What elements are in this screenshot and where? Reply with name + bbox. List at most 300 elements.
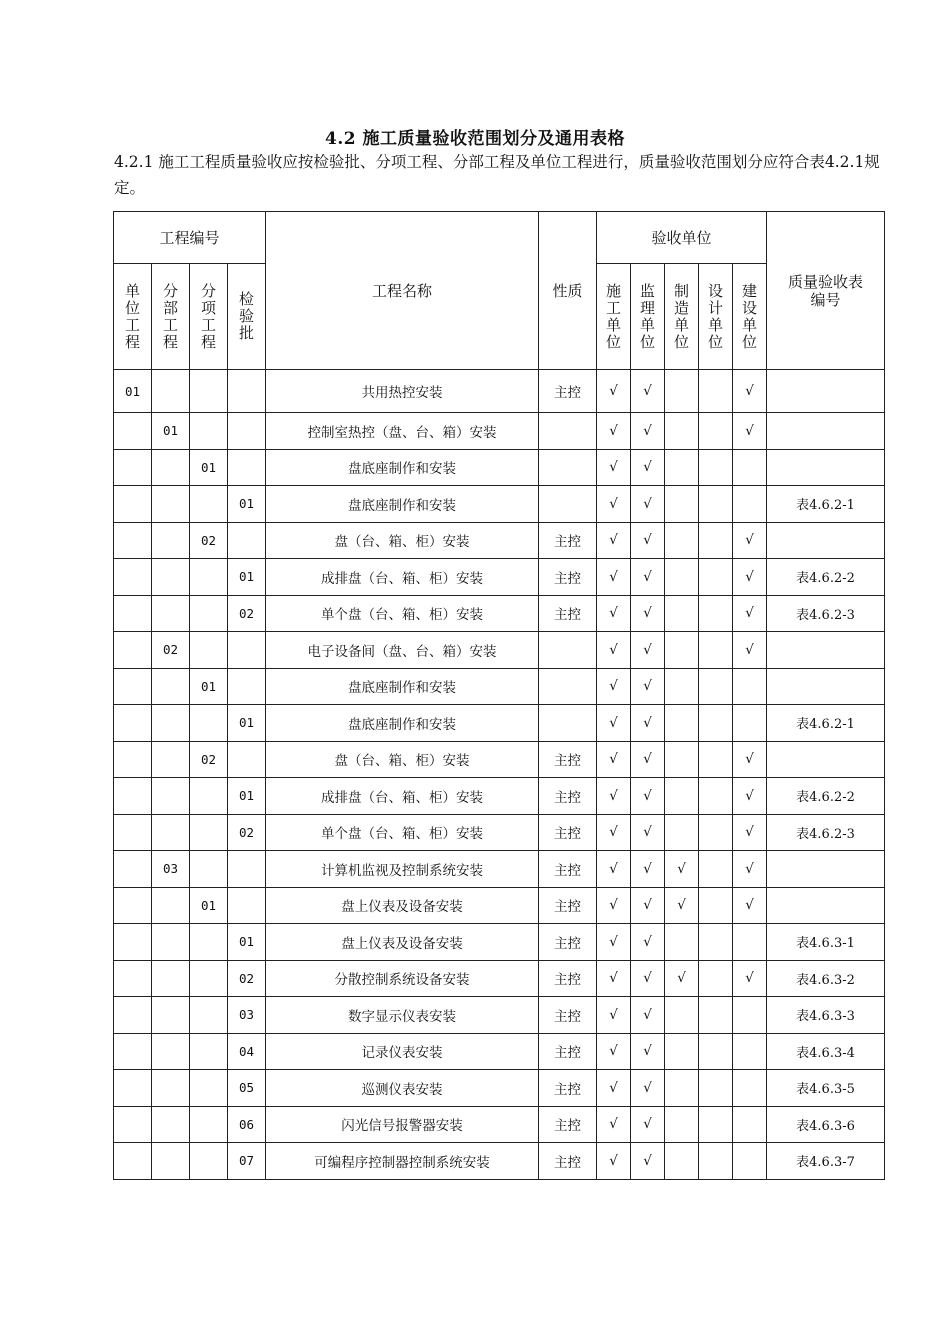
table-row: [114, 522, 885, 559]
project-name-cell: 盘上仪表及设备安装: [266, 887, 539, 924]
manufacture-check-cell: [665, 413, 699, 450]
unit-code-cell: [114, 559, 152, 596]
subitem-code-cell: [190, 960, 228, 997]
batch-code-cell: [228, 887, 266, 924]
nature-cell: [539, 668, 597, 705]
form-number-cell: 表4.6.3-7: [767, 1143, 885, 1180]
owner-check-cell: [733, 924, 767, 961]
unit-code-cell: [114, 778, 152, 815]
table-row: [114, 595, 885, 632]
manufacture-check-cell: [665, 370, 699, 413]
division-code-cell: 02: [152, 632, 190, 669]
design-check-cell: [699, 413, 733, 450]
table-row: [114, 668, 885, 705]
design-check-cell: [699, 778, 733, 815]
construction-check-cell: √: [597, 522, 631, 559]
owner-check-cell: √: [733, 370, 767, 413]
header-name: 工程名称: [266, 212, 539, 370]
unit-code-cell: [114, 413, 152, 450]
nature-cell: 主控: [539, 814, 597, 851]
subitem-code-cell: [190, 1033, 228, 1070]
batch-code-cell: 07: [228, 1143, 266, 1180]
unit-code-cell: [114, 1143, 152, 1180]
supervision-check-cell: √: [631, 413, 665, 450]
design-check-cell: [699, 1143, 733, 1180]
batch-code-cell: [228, 632, 266, 669]
form-number-cell: [767, 370, 885, 413]
form-number-cell: [767, 449, 885, 486]
design-check-cell: [699, 960, 733, 997]
supervision-check-cell: √: [631, 595, 665, 632]
nature-cell: 主控: [539, 997, 597, 1034]
subitem-code-cell: [190, 997, 228, 1034]
division-code-cell: [152, 1143, 190, 1180]
unit-code-cell: [114, 1070, 152, 1107]
design-check-cell: [699, 997, 733, 1034]
header-code-group: 工程编号: [114, 212, 266, 264]
header-batch: 检验批: [228, 264, 266, 370]
supervision-check-cell: √: [631, 668, 665, 705]
unit-code-cell: [114, 632, 152, 669]
design-check-cell: [699, 559, 733, 596]
design-check-cell: [699, 595, 733, 632]
subitem-code-cell: 02: [190, 522, 228, 559]
batch-code-cell: [228, 413, 266, 450]
supervision-check-cell: √: [631, 1070, 665, 1107]
batch-code-cell: 02: [228, 814, 266, 851]
division-code-cell: [152, 486, 190, 523]
owner-check-cell: √: [733, 595, 767, 632]
division-code-cell: [152, 778, 190, 815]
unit-code-cell: [114, 887, 152, 924]
batch-code-cell: [228, 668, 266, 705]
nature-cell: 主控: [539, 1033, 597, 1070]
subitem-code-cell: [190, 778, 228, 815]
table-row: [114, 632, 885, 669]
manufacture-check-cell: [665, 1070, 699, 1107]
division-code-cell: [152, 741, 190, 778]
batch-code-cell: [228, 449, 266, 486]
manufacture-check-cell: [665, 668, 699, 705]
table-row: [114, 814, 885, 851]
table-row: [114, 1106, 885, 1143]
construction-check-cell: √: [597, 668, 631, 705]
subitem-code-cell: [190, 924, 228, 961]
batch-code-cell: 01: [228, 486, 266, 523]
supervision-check-cell: √: [631, 887, 665, 924]
unit-code-cell: [114, 1106, 152, 1143]
form-number-cell: 表4.6.2-2: [767, 559, 885, 596]
project-name-cell: 盘（台、箱、柜）安装: [266, 741, 539, 778]
construction-check-cell: √: [597, 997, 631, 1034]
division-code-cell: [152, 370, 190, 413]
owner-check-cell: [733, 1070, 767, 1107]
construction-check-cell: √: [597, 814, 631, 851]
unit-code-cell: [114, 668, 152, 705]
project-name-cell: 巡测仪表安装: [266, 1070, 539, 1107]
unit-code-cell: [114, 814, 152, 851]
owner-check-cell: [733, 449, 767, 486]
project-name-cell: 共用热控安装: [266, 370, 539, 413]
manufacture-check-cell: √: [665, 887, 699, 924]
manufacture-check-cell: √: [665, 851, 699, 888]
design-check-cell: [699, 814, 733, 851]
subitem-code-cell: [190, 1143, 228, 1180]
manufacture-check-cell: [665, 997, 699, 1034]
manufacture-check-cell: [665, 1143, 699, 1180]
form-number-cell: 表4.6.3-5: [767, 1070, 885, 1107]
owner-check-cell: √: [733, 960, 767, 997]
form-number-cell: [767, 741, 885, 778]
owner-check-cell: √: [733, 559, 767, 596]
nature-cell: [539, 486, 597, 523]
subitem-code-cell: [190, 632, 228, 669]
table-row: [114, 741, 885, 778]
project-name-cell: 可编程序控制器控制系统安装: [266, 1143, 539, 1180]
form-number-cell: 表4.6.3-4: [767, 1033, 885, 1070]
design-check-cell: [699, 705, 733, 742]
unit-code-cell: [114, 705, 152, 742]
form-number-cell: 表4.6.3-1: [767, 924, 885, 961]
supervision-check-cell: √: [631, 851, 665, 888]
header-form: 质量验收表编号: [767, 212, 885, 370]
design-check-cell: [699, 1033, 733, 1070]
header-subitem: 分项工程: [190, 264, 228, 370]
project-name-cell: 盘（台、箱、柜）安装: [266, 522, 539, 559]
form-number-cell: 表4.6.3-3: [767, 997, 885, 1034]
form-number-cell: [767, 413, 885, 450]
acceptance-scope-table: [113, 211, 885, 1180]
division-code-cell: [152, 449, 190, 486]
supervision-check-cell: √: [631, 1143, 665, 1180]
supervision-check-cell: √: [631, 522, 665, 559]
batch-code-cell: 02: [228, 960, 266, 997]
nature-cell: 主控: [539, 1106, 597, 1143]
subitem-code-cell: [190, 486, 228, 523]
form-number-cell: 表4.6.2-3: [767, 595, 885, 632]
table-row: [114, 413, 885, 450]
batch-code-cell: 05: [228, 1070, 266, 1107]
supervision-check-cell: √: [631, 778, 665, 815]
header-construction: 施工单位: [597, 264, 631, 370]
section-title: 4.2 施工质量验收范围划分及通用表格: [325, 129, 625, 149]
batch-code-cell: 01: [228, 924, 266, 961]
batch-code-cell: 01: [228, 559, 266, 596]
manufacture-check-cell: [665, 595, 699, 632]
design-check-cell: [699, 370, 733, 413]
table-body: [114, 370, 885, 1180]
unit-code-cell: [114, 997, 152, 1034]
manufacture-check-cell: [665, 449, 699, 486]
subitem-code-cell: [190, 370, 228, 413]
batch-code-cell: 01: [228, 778, 266, 815]
division-code-cell: [152, 668, 190, 705]
division-code-cell: [152, 522, 190, 559]
division-code-cell: [152, 1106, 190, 1143]
unit-code-cell: [114, 960, 152, 997]
owner-check-cell: √: [733, 814, 767, 851]
design-check-cell: [699, 1106, 733, 1143]
nature-cell: 主控: [539, 370, 597, 413]
project-name-cell: 记录仪表安装: [266, 1033, 539, 1070]
owner-check-cell: √: [733, 522, 767, 559]
form-number-cell: 表4.6.2-2: [767, 778, 885, 815]
manufacture-check-cell: [665, 522, 699, 559]
design-check-cell: [699, 522, 733, 559]
subitem-code-cell: [190, 705, 228, 742]
subitem-code-cell: 01: [190, 668, 228, 705]
unit-code-cell: [114, 741, 152, 778]
project-name-cell: 数字显示仪表安装: [266, 997, 539, 1034]
construction-check-cell: √: [597, 449, 631, 486]
header-unit: 单位工程: [114, 264, 152, 370]
project-name-cell: 盘上仪表及设备安装: [266, 924, 539, 961]
intro-paragraph: 4.2.1 施工工程质量验收应按检验批、分项工程、分部工程及单位工程进行，质量验收范围划分应符合表4.2.1规定。: [114, 153, 880, 197]
header-supervision: 监理单位: [631, 264, 665, 370]
manufacture-check-cell: [665, 741, 699, 778]
table-row: [114, 1143, 885, 1180]
manufacture-check-cell: [665, 814, 699, 851]
nature-cell: 主控: [539, 522, 597, 559]
project-name-cell: 单个盘（台、箱、柜）安装: [266, 595, 539, 632]
construction-check-cell: √: [597, 486, 631, 523]
subitem-code-cell: 02: [190, 741, 228, 778]
batch-code-cell: 02: [228, 595, 266, 632]
division-code-cell: [152, 705, 190, 742]
table-row: [114, 559, 885, 596]
supervision-check-cell: √: [631, 486, 665, 523]
construction-check-cell: √: [597, 705, 631, 742]
owner-check-cell: [733, 1033, 767, 1070]
unit-code-cell: [114, 1033, 152, 1070]
form-number-cell: [767, 887, 885, 924]
owner-check-cell: [733, 1143, 767, 1180]
header-manufacture: 制造单位: [665, 264, 699, 370]
project-name-cell: 盘底座制作和安装: [266, 449, 539, 486]
nature-cell: 主控: [539, 595, 597, 632]
division-code-cell: [152, 924, 190, 961]
owner-check-cell: √: [733, 413, 767, 450]
subitem-code-cell: [190, 413, 228, 450]
design-check-cell: [699, 668, 733, 705]
unit-code-cell: 01: [114, 370, 152, 413]
construction-check-cell: √: [597, 1033, 631, 1070]
supervision-check-cell: √: [631, 997, 665, 1034]
owner-check-cell: [733, 486, 767, 523]
subitem-code-cell: 01: [190, 887, 228, 924]
division-code-cell: [152, 814, 190, 851]
manufacture-check-cell: [665, 705, 699, 742]
manufacture-check-cell: [665, 632, 699, 669]
owner-check-cell: √: [733, 778, 767, 815]
table-row: [114, 1070, 885, 1107]
unit-code-cell: [114, 522, 152, 559]
construction-check-cell: √: [597, 741, 631, 778]
manufacture-check-cell: [665, 778, 699, 815]
project-name-cell: 单个盘（台、箱、柜）安装: [266, 814, 539, 851]
nature-cell: [539, 705, 597, 742]
construction-check-cell: √: [597, 960, 631, 997]
supervision-check-cell: √: [631, 449, 665, 486]
division-code-cell: 03: [152, 851, 190, 888]
form-number-cell: 表4.6.2-3: [767, 814, 885, 851]
division-code-cell: [152, 960, 190, 997]
form-number-cell: [767, 522, 885, 559]
design-check-cell: [699, 924, 733, 961]
nature-cell: [539, 632, 597, 669]
construction-check-cell: √: [597, 1106, 631, 1143]
manufacture-check-cell: [665, 1033, 699, 1070]
construction-check-cell: √: [597, 924, 631, 961]
construction-check-cell: √: [597, 851, 631, 888]
nature-cell: 主控: [539, 778, 597, 815]
nature-cell: 主控: [539, 741, 597, 778]
supervision-check-cell: √: [631, 924, 665, 961]
nature-cell: 主控: [539, 1143, 597, 1180]
table-row: [114, 851, 885, 888]
construction-check-cell: √: [597, 595, 631, 632]
division-code-cell: [152, 595, 190, 632]
construction-check-cell: √: [597, 1143, 631, 1180]
owner-check-cell: [733, 997, 767, 1034]
supervision-check-cell: √: [631, 1033, 665, 1070]
batch-code-cell: 04: [228, 1033, 266, 1070]
form-number-cell: 表4.6.2-1: [767, 486, 885, 523]
unit-code-cell: [114, 595, 152, 632]
subitem-code-cell: [190, 595, 228, 632]
subitem-code-cell: [190, 1070, 228, 1107]
construction-check-cell: √: [597, 370, 631, 413]
nature-cell: 主控: [539, 960, 597, 997]
project-name-cell: 成排盘（台、箱、柜）安装: [266, 559, 539, 596]
supervision-check-cell: √: [631, 559, 665, 596]
header-design: 设计单位: [699, 264, 733, 370]
table-row: [114, 705, 885, 742]
form-number-cell: [767, 851, 885, 888]
owner-check-cell: √: [733, 741, 767, 778]
owner-check-cell: [733, 668, 767, 705]
owner-check-cell: [733, 705, 767, 742]
manufacture-check-cell: [665, 924, 699, 961]
batch-code-cell: 03: [228, 997, 266, 1034]
manufacture-check-cell: [665, 486, 699, 523]
project-name-cell: 盘底座制作和安装: [266, 486, 539, 523]
project-name-cell: 盘底座制作和安装: [266, 668, 539, 705]
subitem-code-cell: [190, 851, 228, 888]
owner-check-cell: √: [733, 887, 767, 924]
construction-check-cell: √: [597, 413, 631, 450]
table-row: [114, 997, 885, 1034]
construction-check-cell: √: [597, 632, 631, 669]
supervision-check-cell: √: [631, 1106, 665, 1143]
table-row: [114, 370, 885, 413]
nature-cell: 主控: [539, 559, 597, 596]
design-check-cell: [699, 741, 733, 778]
nature-cell: [539, 413, 597, 450]
unit-code-cell: [114, 924, 152, 961]
division-code-cell: 01: [152, 413, 190, 450]
construction-check-cell: √: [597, 887, 631, 924]
subitem-code-cell: [190, 1106, 228, 1143]
design-check-cell: [699, 486, 733, 523]
design-check-cell: [699, 632, 733, 669]
table-row: [114, 449, 885, 486]
batch-code-cell: [228, 370, 266, 413]
subitem-code-cell: [190, 814, 228, 851]
design-check-cell: [699, 887, 733, 924]
unit-code-cell: [114, 486, 152, 523]
subitem-code-cell: 01: [190, 449, 228, 486]
header-acceptance-group: 验收单位: [597, 212, 767, 264]
table-row: [114, 486, 885, 523]
manufacture-check-cell: [665, 1106, 699, 1143]
supervision-check-cell: √: [631, 741, 665, 778]
subitem-code-cell: [190, 559, 228, 596]
project-name-cell: 控制室热控（盘、台、箱）安装: [266, 413, 539, 450]
table-row: [114, 778, 885, 815]
header-division: 分部工程: [152, 264, 190, 370]
form-number-cell: [767, 632, 885, 669]
supervision-check-cell: √: [631, 814, 665, 851]
form-number-cell: [767, 668, 885, 705]
design-check-cell: [699, 449, 733, 486]
division-code-cell: [152, 1070, 190, 1107]
supervision-check-cell: √: [631, 705, 665, 742]
design-check-cell: [699, 1070, 733, 1107]
batch-code-cell: [228, 851, 266, 888]
unit-code-cell: [114, 449, 152, 486]
manufacture-check-cell: [665, 559, 699, 596]
form-number-cell: 表4.6.2-1: [767, 705, 885, 742]
project-name-cell: 成排盘（台、箱、柜）安装: [266, 778, 539, 815]
division-code-cell: [152, 997, 190, 1034]
table-row: [114, 887, 885, 924]
owner-check-cell: √: [733, 851, 767, 888]
manufacture-check-cell: √: [665, 960, 699, 997]
owner-check-cell: √: [733, 632, 767, 669]
construction-check-cell: √: [597, 1070, 631, 1107]
batch-code-cell: [228, 741, 266, 778]
nature-cell: [539, 449, 597, 486]
header-nature: 性质: [539, 212, 597, 370]
project-name-cell: 分散控制系统设备安装: [266, 960, 539, 997]
form-number-cell: 表4.6.3-6: [767, 1106, 885, 1143]
form-number-cell: 表4.6.3-2: [767, 960, 885, 997]
nature-cell: 主控: [539, 887, 597, 924]
batch-code-cell: 06: [228, 1106, 266, 1143]
table-row: [114, 924, 885, 961]
nature-cell: 主控: [539, 924, 597, 961]
unit-code-cell: [114, 851, 152, 888]
batch-code-cell: [228, 522, 266, 559]
supervision-check-cell: √: [631, 960, 665, 997]
supervision-check-cell: √: [631, 632, 665, 669]
project-name-cell: 电子设备间（盘、台、箱）安装: [266, 632, 539, 669]
division-code-cell: [152, 887, 190, 924]
project-name-cell: 计算机监视及控制系统安装: [266, 851, 539, 888]
division-code-cell: [152, 559, 190, 596]
project-name-cell: 盘底座制作和安装: [266, 705, 539, 742]
supervision-check-cell: √: [631, 370, 665, 413]
table-row: [114, 1033, 885, 1070]
header-owner: 建设单位: [733, 264, 767, 370]
project-name-cell: 闪光信号报警器安装: [266, 1106, 539, 1143]
design-check-cell: [699, 851, 733, 888]
table-row: [114, 960, 885, 997]
nature-cell: 主控: [539, 851, 597, 888]
batch-code-cell: 01: [228, 705, 266, 742]
nature-cell: 主控: [539, 1070, 597, 1107]
